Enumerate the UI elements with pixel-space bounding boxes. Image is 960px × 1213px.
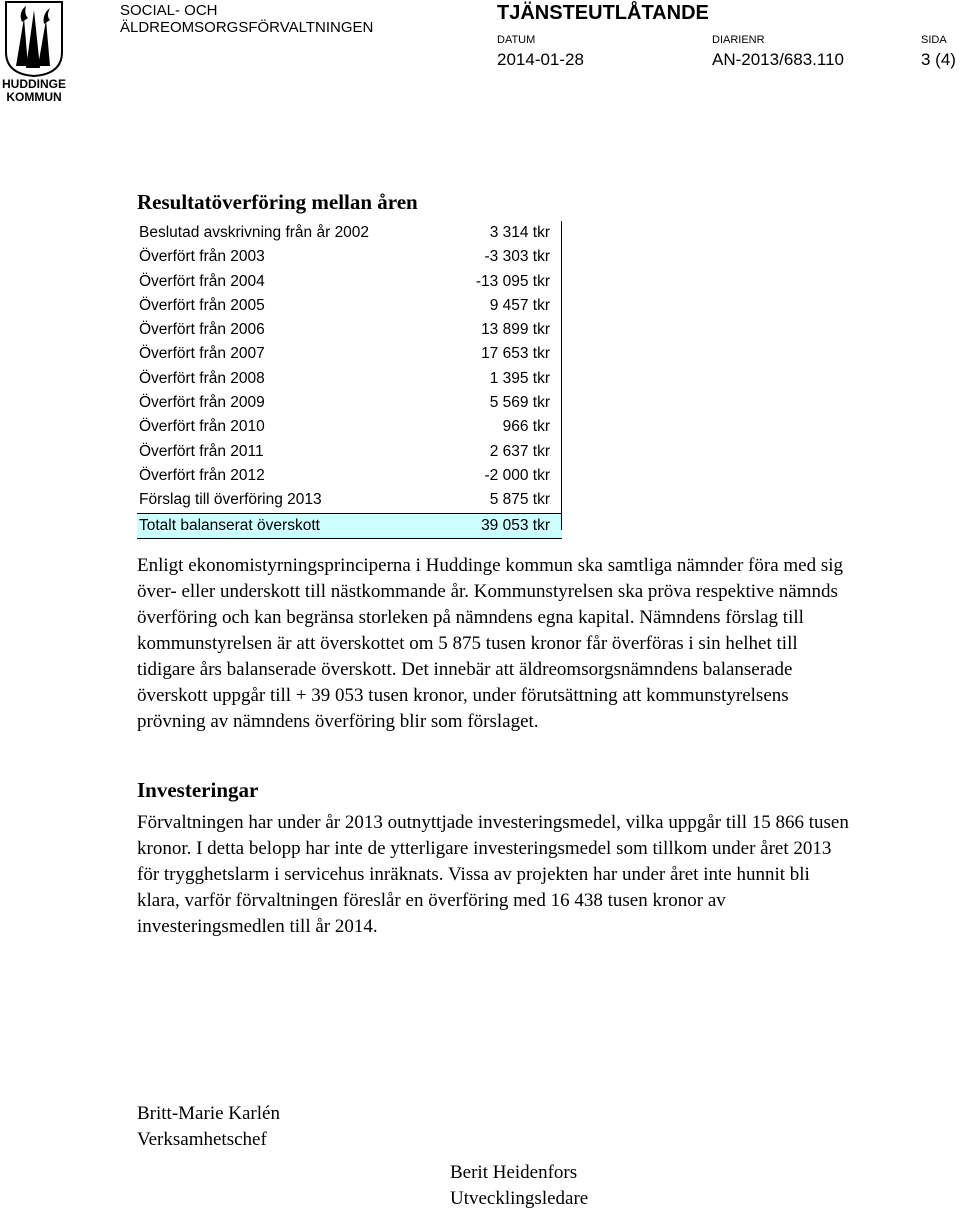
document-type: TJÄNSTEUTLÅTANDE (497, 2, 709, 24)
section-heading-investeringar: Investeringar (137, 778, 259, 802)
org-line2: ÄLDREOMSORGSFÖRVALTNINGEN (120, 19, 374, 36)
row-value: 3 314 tkr (489, 224, 550, 241)
table-row (137, 270, 562, 294)
row-value: 5 569 tkr (489, 394, 550, 412)
page-value: 3 (4) (921, 50, 956, 69)
reference-label: DIARIENR (712, 34, 765, 46)
organization-name (120, 2, 373, 36)
logo-text-line2: KOMMUN (6, 90, 62, 104)
row-label: Överfört från 2007 (139, 345, 265, 363)
org-line1: SOCIAL- OCH (120, 2, 218, 19)
total-label: Totalt balanserat överskott (139, 516, 320, 534)
row-value: 966 tkr (502, 418, 550, 436)
date-value: 2014-01-28 (497, 50, 584, 69)
result-transfer-table (137, 221, 562, 539)
signature-name: Britt-Marie Karlén (137, 1103, 280, 1124)
row-value: 13 899 tkr (481, 321, 550, 339)
row-label: Beslutad avskrivning från år 2002 (139, 224, 370, 241)
page-label: SIDA (921, 34, 947, 46)
total-value: 39 053 tkr (481, 516, 550, 534)
row-label: Överfört från 2006 (139, 321, 265, 339)
row-label: Överfört från 2004 (139, 272, 265, 290)
signature-block-1 (137, 1101, 280, 1153)
row-value: 9 457 tkr (489, 296, 550, 314)
row-label: Förslag till överföring 2013 (139, 491, 322, 509)
table-total-row (137, 513, 562, 539)
section-heading-resultatoverforing: Resultatöverföring mellan åren (137, 190, 418, 214)
signature-title: Verksamhetschef (137, 1129, 267, 1150)
row-label: Överfört från 2008 (139, 369, 265, 387)
row-label: Överfört från 2009 (139, 394, 265, 412)
row-value: -2 000 tkr (484, 466, 550, 484)
date-label: DATUM (497, 34, 536, 46)
table-row (137, 221, 562, 245)
row-value: 17 653 tkr (481, 345, 550, 363)
paragraph-ekonomistyrning: Enligt ekonomistyrningsprinciperna i Huddinge kommun ska samtliga nämnder föra med sig över- eller underskott till nästkommande år. Kommunstyrelsen ska pröva respektive nämnds överföring och kan begränsa storleken på nämndens egna kapital. Nämndens förslag till kommunstyrelsen är att överskottet om 5 875 tusen kronor får överföras i sin helhet till tidigare års balanserade överskott. Det innebär att äldreomsorgsnämndens balanserade överskott uppgår till + 39 053 tusen kronor, under förutsättning att kommunstyrelsens prövning av nämndens överföring blir som förslaget. (137, 555, 844, 732)
table-row (137, 294, 562, 318)
table-row (137, 488, 562, 512)
row-label: Överfört från 2012 (139, 466, 265, 484)
table-row (137, 245, 562, 269)
table-row (137, 464, 562, 488)
logo-text-line1: HUDDINGE (1, 77, 66, 91)
paragraph-investeringar: Förvaltningen har under år 2013 outnyttjade investeringsmedel, vilka uppgår till 15 866 tusen kronor. I detta belopp har inte de ytterligare investeringsmedel som tillkom under året 2013 för trygghetslarm i servicehus inräknats. Vissa av projekten har under året inte hunnit bli klara, varför förvaltningen föreslår en överföring med 16 438 tusen kronor av investeringsmedlen till år 2014. (137, 812, 849, 937)
table-row (137, 415, 562, 439)
row-label: Överfört från 2005 (139, 296, 265, 314)
row-value: 2 637 tkr (489, 442, 550, 460)
table-right-border (561, 221, 562, 530)
signature-name: Berit Heidenfors (450, 1162, 578, 1183)
table-row (137, 318, 562, 342)
table-row (137, 367, 562, 391)
row-value: 5 875 tkr (489, 491, 550, 509)
table-row (137, 342, 562, 366)
table-row (137, 440, 562, 464)
row-label: Överfört från 2011 (139, 442, 264, 460)
row-label: Överfört från 2010 (139, 418, 265, 436)
table-row (137, 391, 562, 415)
row-value: -13 095 tkr (475, 272, 550, 290)
reference-value: AN-2013/683.110 (712, 50, 845, 69)
row-value: 1 395 tkr (489, 369, 550, 387)
row-label: Överfört från 2003 (139, 248, 265, 266)
row-value: -3 303 tkr (484, 248, 550, 266)
logo-text (0, 78, 68, 104)
signature-title: Utvecklingsledare (450, 1188, 589, 1209)
signature-block-2 (450, 1160, 588, 1212)
